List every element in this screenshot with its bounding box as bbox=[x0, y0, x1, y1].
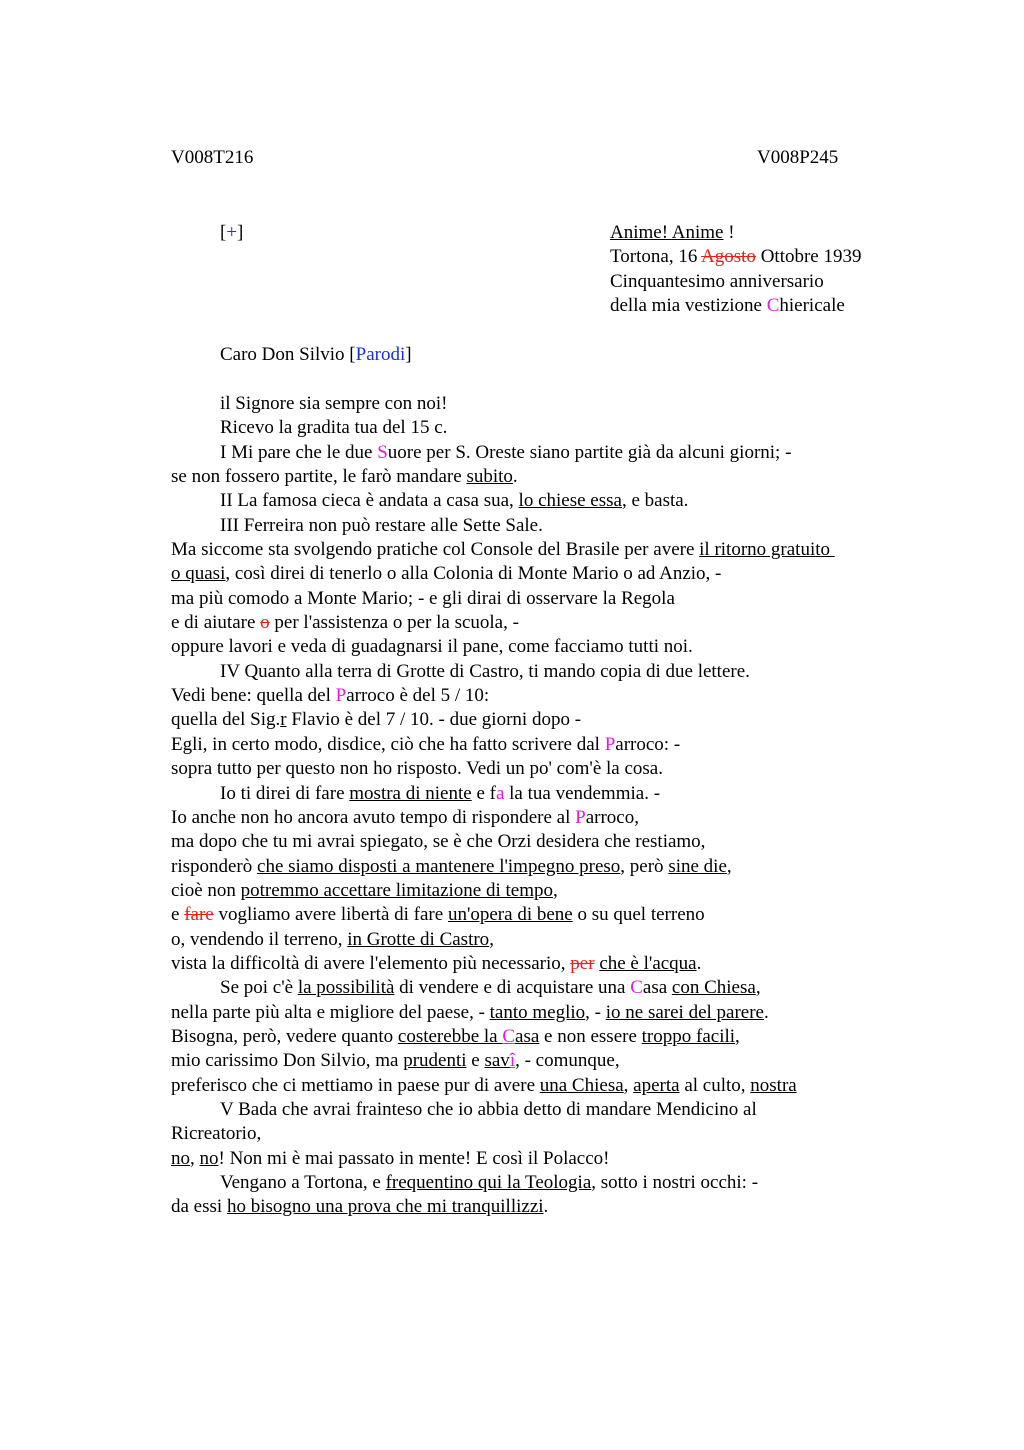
underlined-text: che è l'acqua bbox=[599, 952, 697, 974]
text: e non essere bbox=[539, 1025, 642, 1047]
body-line bbox=[171, 806, 911, 830]
text: Vengano a Tortona, e bbox=[220, 1172, 386, 1193]
correction: P bbox=[335, 685, 347, 707]
body-line bbox=[171, 611, 911, 635]
motto-end: ! bbox=[723, 222, 735, 243]
text: , bbox=[755, 977, 761, 999]
annotation-ref bbox=[220, 221, 243, 245]
body-line bbox=[171, 441, 911, 465]
body-line bbox=[171, 538, 911, 562]
underlined-text: una Chiesa bbox=[539, 1074, 624, 1096]
motto-line bbox=[610, 221, 861, 245]
body-line: V Bada che avrai frainteso che io abbia detto di mandare Mendicino al bbox=[220, 1098, 757, 1120]
underlined-text: potremmo accettare limitazione di tempo bbox=[240, 879, 553, 901]
text: da essi bbox=[171, 1196, 227, 1218]
correction: S bbox=[377, 441, 388, 463]
underlined-text: frequentino qui la Teologia bbox=[385, 1172, 592, 1193]
body-line bbox=[171, 1074, 911, 1098]
ref-open: [ bbox=[220, 222, 227, 243]
body-line bbox=[171, 1049, 911, 1073]
underlined-text: in Grotte di Castro bbox=[347, 928, 490, 950]
deleted-text: per bbox=[570, 952, 595, 974]
text: Se poi c'è bbox=[220, 977, 298, 999]
correction: P bbox=[604, 733, 616, 755]
date-block bbox=[610, 221, 861, 318]
underlined-text: un'opera di bene bbox=[447, 904, 573, 926]
text: , - comunque, bbox=[515, 1050, 620, 1072]
body-line bbox=[171, 684, 911, 708]
underlined-text: che siamo disposti a mantenere l'impegno preso bbox=[257, 855, 621, 877]
text: , bbox=[190, 1147, 200, 1169]
text: hiericale bbox=[779, 294, 845, 316]
text: , bbox=[726, 855, 732, 877]
text: , però bbox=[620, 855, 669, 877]
body-line: oppure lavori e veda di guadagnarsi il pane, come facciamo tutti noi. bbox=[171, 636, 693, 658]
body-line bbox=[171, 562, 911, 586]
text: di vendere e di acquistare una bbox=[394, 977, 631, 999]
body-line bbox=[171, 1195, 911, 1219]
body-line bbox=[171, 489, 911, 513]
body-line bbox=[171, 1025, 911, 1049]
body-line bbox=[171, 1171, 911, 1195]
text: I Mi pare che le due bbox=[220, 441, 378, 463]
ref-close: ] bbox=[237, 222, 244, 243]
text: al culto, bbox=[679, 1074, 751, 1096]
text: Ma siccome sta svolgendo pratiche col Console del Brasile per avere bbox=[171, 539, 700, 561]
text: Bisogna, però, vedere quanto bbox=[171, 1025, 398, 1047]
text: e bbox=[466, 1050, 485, 1072]
text: , e basta. bbox=[621, 490, 689, 512]
text: asa bbox=[642, 977, 672, 999]
text: Io ti direi di fare bbox=[220, 782, 350, 804]
text: Vedi bene: quella del bbox=[171, 685, 336, 707]
anniversary-line: Cinquantesimo anniversario bbox=[610, 270, 824, 292]
underlined-text: lo chiese essa bbox=[518, 490, 622, 512]
body-line bbox=[171, 1147, 911, 1171]
text: II La famosa cieca è andata a casa sua, bbox=[220, 490, 519, 512]
correction: C bbox=[502, 1025, 516, 1047]
text: , così direi di tenerlo o alla Colonia di Monte Mario o ad Anzio, - bbox=[225, 563, 722, 585]
date-rest: Ottobre 1939 bbox=[755, 246, 862, 268]
underlined-text: r bbox=[280, 709, 287, 731]
vestition-line bbox=[610, 294, 861, 318]
text: ] bbox=[405, 344, 412, 365]
text: . bbox=[763, 1001, 769, 1023]
underlined-text: la possibilità bbox=[297, 977, 395, 999]
correction: î bbox=[509, 1050, 516, 1072]
underlined-text: sine die bbox=[668, 855, 727, 877]
text: , - bbox=[585, 1001, 606, 1023]
text: nella parte più alta e migliore del paese, - bbox=[171, 1001, 490, 1023]
underlined-text: o quasi bbox=[171, 563, 226, 585]
body-line bbox=[171, 465, 911, 489]
underlined-text: ho bisogno una prova che mi tranquillizzi bbox=[226, 1196, 544, 1218]
text: Flavio è del 7 / 10. - due giorni dopo - bbox=[286, 709, 582, 731]
deleted-text: o bbox=[260, 612, 270, 634]
correction: C bbox=[630, 977, 643, 999]
body-line: Ricevo la gradita tua del 15 c. bbox=[220, 417, 448, 439]
header-right-code: V008P245 bbox=[757, 147, 839, 168]
body-line bbox=[171, 879, 911, 903]
body-line: sopra tutto per questo non ho risposto. Vedi un po' com'è la cosa. bbox=[171, 758, 663, 780]
text: e di aiutare bbox=[171, 612, 261, 634]
text: , sotto i nostri occhi: - bbox=[591, 1172, 759, 1193]
text: e f bbox=[471, 782, 496, 804]
text: , bbox=[489, 928, 494, 950]
body-line: IV Quanto alla terra di Grotte di Castro, ti mando copia di due lettere. bbox=[220, 660, 750, 682]
text: Io anche non ho ancora avuto tempo di rispondere al bbox=[171, 806, 576, 828]
body-line bbox=[171, 976, 911, 1000]
underlined-text: sav bbox=[484, 1050, 510, 1072]
place: Tortona, 16 bbox=[610, 246, 702, 268]
plus-link[interactable]: + bbox=[226, 222, 238, 243]
deleted-text: fare bbox=[184, 904, 214, 926]
body-line bbox=[171, 855, 911, 879]
text: preferisco che ci mettiamo in paese pur di avere bbox=[171, 1074, 540, 1096]
underlined-text: aperta bbox=[633, 1074, 680, 1096]
underlined-text: troppo facili bbox=[641, 1025, 736, 1047]
text: . bbox=[543, 1196, 549, 1218]
text: uore per S. Oreste siano partite già da alcuni giorni; - bbox=[387, 441, 792, 463]
body-line: Ricreatorio, bbox=[171, 1123, 262, 1145]
struck-month: Agosto bbox=[701, 246, 756, 268]
text: , bbox=[735, 1025, 740, 1047]
text: . bbox=[696, 952, 702, 974]
underlined-text: tanto meglio bbox=[489, 1001, 586, 1023]
text: vista la difficoltà di avere l'elemento più necessario, bbox=[171, 952, 571, 974]
date-line bbox=[610, 245, 861, 269]
body-line bbox=[171, 903, 911, 927]
body-line: ma dopo che tu mi avrai spiegato, se è che Orzi desidera che restiamo, bbox=[171, 831, 706, 853]
text: se non fossero partite, le farò mandare bbox=[171, 466, 467, 488]
text: quella del Sig. bbox=[171, 709, 281, 731]
body-line bbox=[171, 1001, 911, 1025]
text: mio carissimo Don Silvio, ma bbox=[171, 1050, 404, 1072]
underlined-text: io ne sarei del parere bbox=[605, 1001, 764, 1023]
text: risponderò bbox=[171, 855, 258, 877]
text: , bbox=[552, 879, 558, 901]
underlined-text: no bbox=[199, 1147, 219, 1169]
underlined-text: prudenti bbox=[403, 1050, 467, 1072]
correction: a bbox=[495, 782, 505, 804]
underlined-text: il ritorno gratuito bbox=[699, 539, 835, 561]
salutation bbox=[220, 343, 412, 367]
text: cioè non bbox=[171, 879, 241, 901]
header-left-code: V008T216 bbox=[171, 147, 254, 168]
letter-body bbox=[171, 392, 911, 1220]
motto: Anime! Anime bbox=[610, 222, 724, 243]
underlined-text: nostra bbox=[750, 1074, 797, 1096]
recipient-link[interactable]: Parodi bbox=[355, 344, 406, 365]
text: o, vendendo il terreno, bbox=[171, 928, 348, 950]
text: la tua vendemmia. - bbox=[504, 782, 661, 804]
text: Egli, in certo modo, disdice, ciò che ha fatto scrivere dal bbox=[171, 733, 605, 755]
correction: P bbox=[575, 806, 586, 828]
underlined-text: asa bbox=[515, 1025, 540, 1047]
underlined-text: con Chiesa bbox=[671, 977, 756, 999]
body-line bbox=[171, 733, 911, 757]
text: ! Non mi è mai passato in mente! E così il Polacco! bbox=[218, 1147, 610, 1169]
text: , bbox=[623, 1074, 634, 1096]
text: per l'assistenza o per la scuola, - bbox=[269, 612, 519, 634]
text: vogliamo avere libertà di fare bbox=[213, 904, 448, 926]
body-line: il Signore sia sempre con noi! bbox=[220, 393, 448, 414]
underlined-text: subito bbox=[466, 466, 513, 488]
text: arroco: - bbox=[615, 733, 681, 755]
text: . bbox=[512, 466, 518, 488]
text: e bbox=[171, 904, 185, 926]
correction: C bbox=[766, 294, 780, 316]
body-line: ma più comodo a Monte Mario; - e gli dirai di osservare la Regola bbox=[171, 587, 675, 609]
underlined-text: mostra di niente bbox=[349, 782, 472, 804]
underlined-text: no bbox=[171, 1147, 190, 1169]
body-line bbox=[171, 952, 911, 976]
text: Caro Don Silvio [ bbox=[220, 344, 356, 365]
text: arroco è del 5 / 10: bbox=[346, 685, 490, 707]
text: o su quel terreno bbox=[572, 904, 705, 926]
underlined-text: costerebbe la bbox=[397, 1025, 503, 1047]
body-line bbox=[171, 782, 911, 806]
text: arroco, bbox=[585, 806, 639, 828]
body-line: III Ferreira non può restare alle Sette Sale. bbox=[220, 514, 543, 536]
text: della mia vestizione bbox=[610, 294, 767, 316]
body-line bbox=[171, 708, 911, 732]
body-line bbox=[171, 928, 911, 952]
